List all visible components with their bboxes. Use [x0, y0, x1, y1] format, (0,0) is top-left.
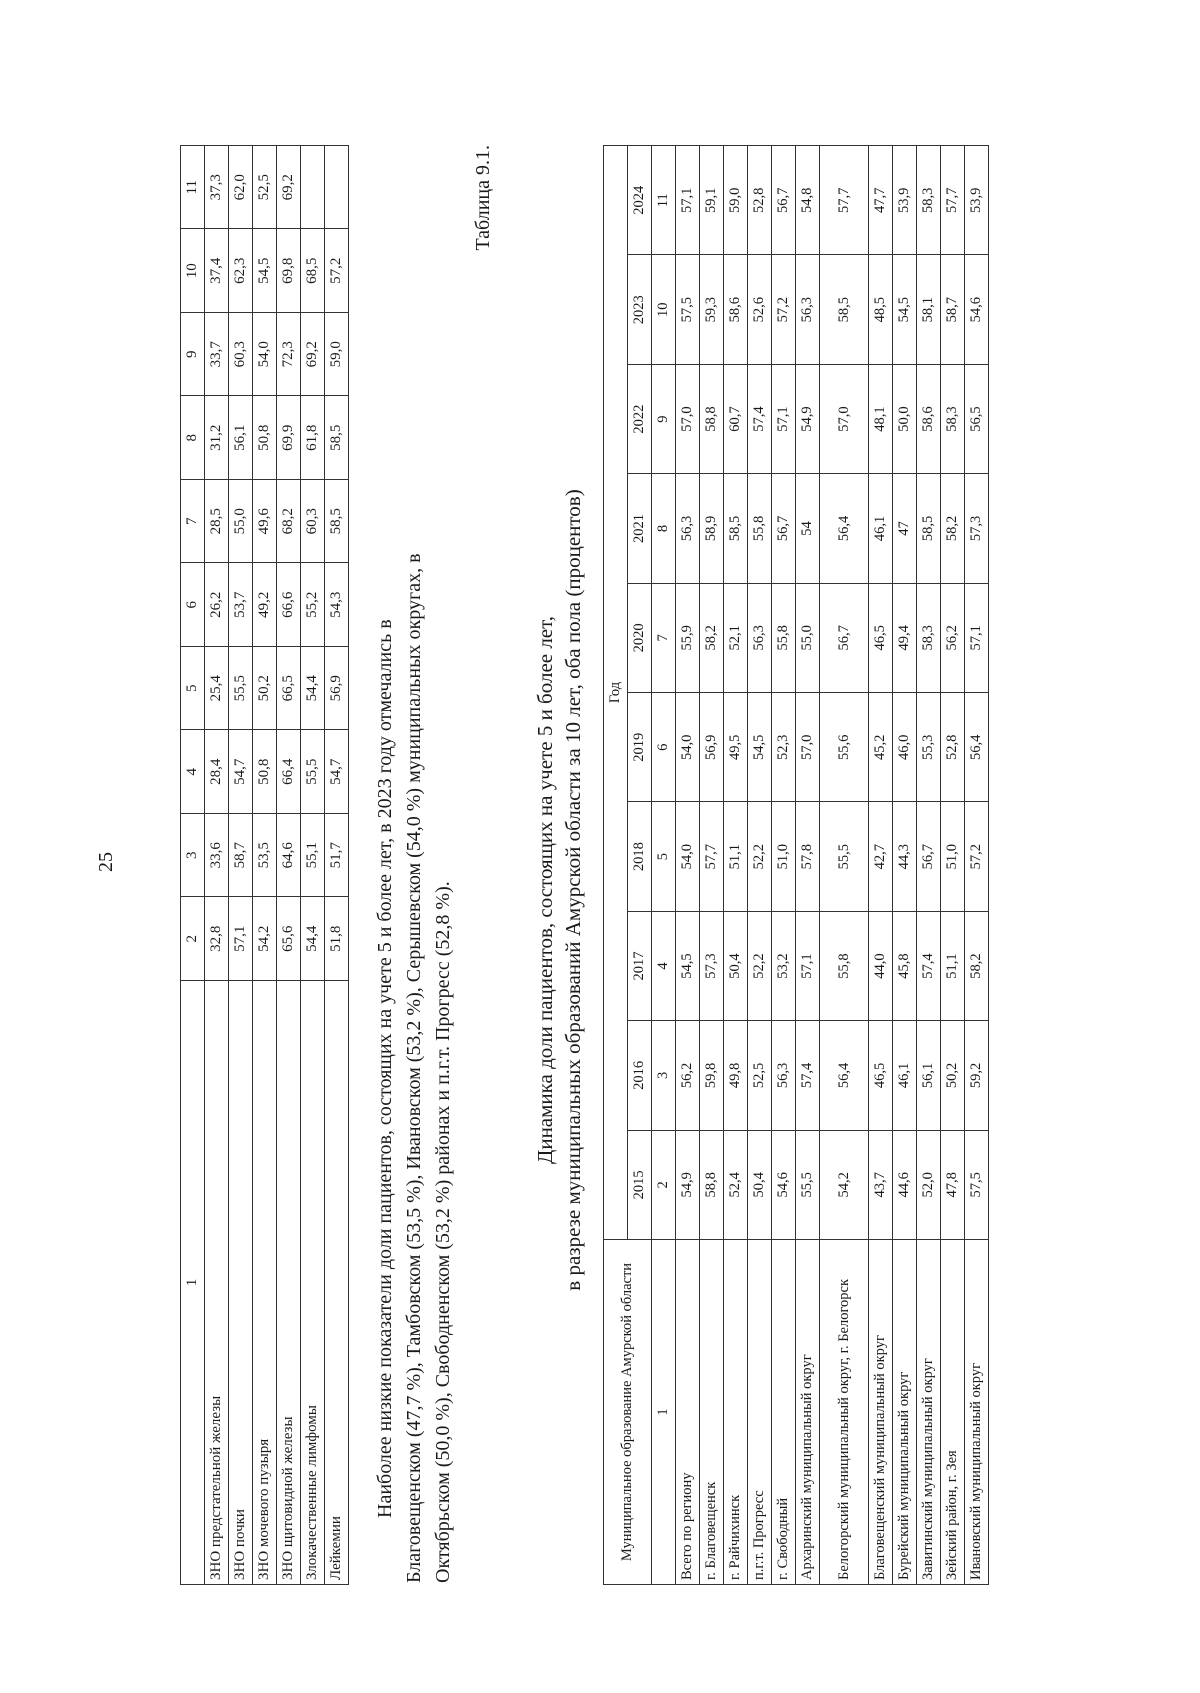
table-cell: 50,4 [748, 1130, 772, 1239]
table-cell: 45,8 [893, 911, 917, 1020]
table-cell: 58,9 [700, 474, 724, 583]
table-cell: 53,9 [893, 146, 917, 255]
table-cell: 57,7 [700, 802, 724, 911]
table-row [941, 146, 965, 1585]
column-number: 7 [181, 480, 205, 564]
table-cell: 56,3 [748, 583, 772, 692]
summary-paragraph [371, 138, 458, 1583]
row-label: Ивановский муниципальный округ [965, 1240, 989, 1585]
year-header: 2015 [628, 1130, 652, 1239]
table-cell: 58,6 [917, 364, 941, 473]
table-cell: 56,7 [820, 583, 869, 692]
table-cell: 49,2 [253, 563, 277, 647]
table-cell: 46,0 [893, 693, 917, 802]
table-cell: 59,2 [965, 1021, 989, 1130]
column-number: 5 [181, 647, 205, 731]
table-row [965, 146, 989, 1585]
table-cell: 56,3 [796, 255, 820, 364]
table-cell: 54,5 [893, 255, 917, 364]
row-label: г. Свободный [772, 1240, 796, 1585]
table-cell: 57,7 [820, 146, 869, 255]
table-cell: 68,2 [277, 480, 301, 564]
table-cell: 56,3 [676, 474, 700, 583]
table-cell: 57,5 [676, 255, 700, 364]
table-cell: 58,3 [917, 146, 941, 255]
table-cell: 57,3 [700, 911, 724, 1020]
table-cell: 54,6 [772, 1130, 796, 1239]
table-row [893, 146, 917, 1585]
table-cell: 58,8 [700, 1130, 724, 1239]
table-cell: 57,0 [796, 693, 820, 802]
table-cell: 57,0 [676, 364, 700, 473]
table-cell: 54,0 [676, 802, 700, 911]
table-cell: 46,5 [869, 583, 893, 692]
year-header: 2017 [628, 911, 652, 1020]
table-row [748, 146, 772, 1585]
table-cell: 46,5 [869, 1021, 893, 1130]
table-cell: 52,3 [772, 693, 796, 802]
row-label: г. Райчихинск [724, 1240, 748, 1585]
table-cell: 58,3 [917, 583, 941, 692]
table-cell: 54,5 [748, 693, 772, 802]
table-cell: 52,1 [724, 583, 748, 692]
table-cell: 56,4 [820, 1021, 869, 1130]
row-label: ЗНО щитовидной железы [277, 981, 301, 1585]
header-year: Год [604, 146, 628, 1240]
column-number: 3 [181, 814, 205, 898]
table-cell: 26,2 [205, 563, 229, 647]
table-row [676, 146, 700, 1585]
table-cell: 56,3 [772, 1021, 796, 1130]
table-cell: 56,2 [941, 583, 965, 692]
table-cell: 56,7 [772, 146, 796, 255]
table-cell: 66,5 [277, 647, 301, 731]
table-cell: 50,2 [941, 1021, 965, 1130]
table-cell: 50,2 [253, 647, 277, 731]
row-label: п.г.т. Прогресс [748, 1240, 772, 1585]
table-cell: 55,5 [820, 802, 869, 911]
municipalities-table-body [604, 146, 989, 1585]
column-number: 11 [181, 146, 205, 230]
table-cell: 52,6 [748, 255, 772, 364]
table-cell: 56,4 [965, 693, 989, 802]
table-row [277, 146, 301, 1585]
column-number: 5 [652, 802, 676, 911]
table-cell: 54,5 [253, 229, 277, 313]
table-cell: 58,8 [700, 364, 724, 473]
column-number: 2 [181, 897, 205, 981]
rotated-page-content [145, 140, 989, 1640]
table-cell: 54,6 [965, 255, 989, 364]
table-cell: 45,2 [869, 693, 893, 802]
column-number: 6 [652, 693, 676, 802]
table-cell: 57,1 [796, 911, 820, 1020]
table-cell: 52,2 [748, 911, 772, 1020]
year-header: 2024 [628, 146, 652, 255]
table-cell: 55,0 [229, 480, 253, 564]
table-cell: 44,3 [893, 802, 917, 911]
table-cell: 51,1 [724, 802, 748, 911]
column-number: 7 [652, 583, 676, 692]
table-cell: 37,4 [205, 229, 229, 313]
row-label: Лейкемии [325, 981, 349, 1585]
table-cell: 52,0 [917, 1130, 941, 1239]
row-label: Завитинский муниципальный округ [917, 1240, 941, 1585]
table-cell: 37,3 [205, 146, 229, 230]
table-cell: 72,3 [277, 313, 301, 397]
table-cell: 58,5 [325, 480, 349, 564]
table-cell: 57,2 [325, 229, 349, 313]
column-number: 9 [181, 313, 205, 397]
table-cell: 59,0 [724, 146, 748, 255]
table-row [869, 146, 893, 1585]
table-header-numbers [181, 146, 205, 1585]
table-cell: 47 [893, 474, 917, 583]
table-cell: 50,0 [893, 364, 917, 473]
year-header: 2020 [628, 583, 652, 692]
table-cell: 57,2 [772, 255, 796, 364]
table-cell: 61,8 [301, 396, 325, 480]
column-number: 4 [652, 911, 676, 1020]
table-cell: 56,1 [229, 396, 253, 480]
table-cell: 60,7 [724, 364, 748, 473]
year-header: 2023 [628, 255, 652, 364]
table-cell: 52,5 [748, 1021, 772, 1130]
table-cell: 57,0 [820, 364, 869, 473]
table-cell: 47,7 [869, 146, 893, 255]
table-cell: 28,4 [205, 730, 229, 814]
table-cell: 56,9 [325, 647, 349, 731]
table-cell: 69,9 [277, 396, 301, 480]
column-number: 9 [652, 364, 676, 473]
table-cell: 54,0 [676, 693, 700, 802]
table-row [724, 146, 748, 1585]
row-label: Благовещенский муниципальный округ [869, 1240, 893, 1585]
cancer-sites-table-body [181, 146, 349, 1585]
table-cell: 50,8 [253, 730, 277, 814]
column-number: 1 [652, 1240, 676, 1585]
row-label: Архаринский муниципальный округ [796, 1240, 820, 1585]
table-cell: 51,1 [941, 911, 965, 1020]
row-label: ЗНО мочевого пузыря [253, 981, 277, 1585]
table-cell: 56,4 [820, 474, 869, 583]
table-cell: 58,1 [917, 255, 941, 364]
year-header: 2022 [628, 364, 652, 473]
table-cell: 58,7 [229, 814, 253, 898]
table-cell [325, 146, 349, 230]
column-number: 8 [181, 396, 205, 480]
table-cell: 31,2 [205, 396, 229, 480]
row-label: Белогорский муниципальный округ, г. Белогорск [820, 1240, 869, 1585]
table-cell: 50,8 [253, 396, 277, 480]
table-cell: 51,0 [772, 802, 796, 911]
table-cell: 64,6 [277, 814, 301, 898]
table-cell: 58,5 [724, 474, 748, 583]
table-cell: 54 [796, 474, 820, 583]
table-cell: 55,8 [820, 911, 869, 1020]
table-cell: 55,8 [748, 474, 772, 583]
table-cell: 54,2 [820, 1130, 869, 1239]
table-cell: 58,6 [724, 255, 748, 364]
table-cell: 57,2 [965, 802, 989, 911]
table-cell: 56,5 [965, 364, 989, 473]
table-cell: 54,3 [325, 563, 349, 647]
table-cell: 55,5 [229, 647, 253, 731]
year-header: 2021 [628, 474, 652, 583]
table-row [253, 146, 277, 1585]
table-cell: 54,9 [796, 364, 820, 473]
table-cell: 58,5 [820, 255, 869, 364]
row-label: Бурейский муниципальный округ [893, 1240, 917, 1585]
table-cell: 43,7 [869, 1130, 893, 1239]
table-cell: 57,1 [229, 897, 253, 981]
table-cell: 62,3 [229, 229, 253, 313]
table-cell: 56,1 [917, 1021, 941, 1130]
table-cell: 55,1 [301, 814, 325, 898]
table-cell: 59,0 [325, 313, 349, 397]
table-row [772, 146, 796, 1585]
table-cell: 57,1 [676, 146, 700, 255]
table-cell: 54,7 [229, 730, 253, 814]
row-label: Зейский район, г. Зея [941, 1240, 965, 1585]
table-cell: 54,5 [676, 911, 700, 1020]
header-row-top [604, 146, 628, 1585]
column-number: 4 [181, 730, 205, 814]
table-cell: 52,8 [748, 146, 772, 255]
table-cell: 66,6 [277, 563, 301, 647]
table-cell: 55,6 [820, 693, 869, 802]
header-numbers-row [652, 146, 676, 1585]
table-title-line-1: Динамика доли пациентов, состоящих на учете 5 и более лет, [533, 616, 557, 1164]
table-cell: 52,4 [724, 1130, 748, 1239]
table-cell: 51,0 [941, 802, 965, 911]
table-cell: 54,4 [301, 647, 325, 731]
table-caption: Таблица 9.1. [472, 145, 494, 251]
table-cell: 59,1 [700, 146, 724, 255]
table-cell: 57,8 [796, 802, 820, 911]
table-cell: 55,5 [301, 730, 325, 814]
paragraph-line-2: Благовещенском (47,7 %), Тамбовском (53,5 %), Ивановском (53,2 %), Серышевском (54,0 %) муниципальных округах, в [403, 553, 425, 1583]
table-row [796, 146, 820, 1585]
table-cell: 51,7 [325, 814, 349, 898]
table-cell: 33,6 [205, 814, 229, 898]
table-cell: 46,1 [869, 474, 893, 583]
column-number: 10 [652, 255, 676, 364]
column-number: 3 [652, 1021, 676, 1130]
table-cell: 60,3 [229, 313, 253, 397]
table-cell: 65,6 [277, 897, 301, 981]
table-cell: 55,5 [796, 1130, 820, 1239]
column-number: 1 [181, 981, 205, 1585]
table-cell: 58,5 [917, 474, 941, 583]
paragraph-line-3: Октябрьском (50,0 %), Свободненском (53,2 %) районах и п.г.т. Прогресс (52,8 %). [432, 881, 454, 1583]
table-cell: 28,5 [205, 480, 229, 564]
year-header: 2016 [628, 1021, 652, 1130]
row-label: Злокачественные лимфомы [301, 981, 325, 1585]
table-cell: 57,7 [941, 146, 965, 255]
table-cell: 49,5 [724, 693, 748, 802]
table-row [205, 146, 229, 1585]
table-cell: 62,0 [229, 146, 253, 230]
year-header: 2019 [628, 693, 652, 802]
table-cell: 42,7 [869, 802, 893, 911]
table-row [700, 146, 724, 1585]
table-row [325, 146, 349, 1585]
table-cell: 33,7 [205, 313, 229, 397]
table-cell: 49,8 [724, 1021, 748, 1130]
table-cell: 56,7 [917, 802, 941, 911]
table-cell: 48,5 [869, 255, 893, 364]
table-cell: 52,8 [941, 693, 965, 802]
table-row [301, 146, 325, 1585]
table-cell: 54,0 [253, 313, 277, 397]
table-row [917, 146, 941, 1585]
table-cell: 57,5 [965, 1130, 989, 1239]
table-cell: 58,2 [941, 474, 965, 583]
table-cell: 55,2 [301, 563, 325, 647]
table-cell: 55,3 [917, 693, 941, 802]
table-cell: 53,9 [965, 146, 989, 255]
row-label: г. Благовещенск [700, 1240, 724, 1585]
table-cell: 52,2 [748, 802, 772, 911]
table-cell: 48,1 [869, 364, 893, 473]
cancer-sites-table [180, 145, 349, 1585]
municipalities-table [603, 145, 989, 1585]
row-label: ЗНО предстательной железы [205, 981, 229, 1585]
table-cell: 68,5 [301, 229, 325, 313]
column-number: 2 [652, 1130, 676, 1239]
table-cell: 52,5 [253, 146, 277, 230]
page-number: 25 [95, 852, 117, 872]
header-municipality: Муниципальное образование Амурской области [604, 1240, 652, 1585]
table-cell: 55,9 [676, 583, 700, 692]
table-cell: 57,1 [965, 583, 989, 692]
table-cell: 56,7 [772, 474, 796, 583]
table-cell: 32,8 [205, 897, 229, 981]
table-cell: 55,8 [772, 583, 796, 692]
table-cell: 46,1 [893, 1021, 917, 1130]
table-cell [301, 146, 325, 230]
table-cell: 56,9 [700, 693, 724, 802]
table-cell: 58,3 [941, 364, 965, 473]
table-cell: 60,3 [301, 480, 325, 564]
year-header: 2018 [628, 802, 652, 911]
table-cell: 58,5 [325, 396, 349, 480]
table-cell: 58,2 [700, 583, 724, 692]
table-cell: 57,4 [917, 911, 941, 1020]
table-cell: 44,6 [893, 1130, 917, 1239]
table-cell: 56,2 [676, 1021, 700, 1130]
table-cell: 54,9 [676, 1130, 700, 1239]
table-cell: 44,0 [869, 911, 893, 1020]
paragraph-line-1: Наиболее низкие показатели доли пациентов, состоящих на учете 5 и более лет, в 2023 году отмечались в [374, 619, 396, 1518]
table-cell: 54,8 [796, 146, 820, 255]
table-cell: 51,8 [325, 897, 349, 981]
table-cell: 57,1 [772, 364, 796, 473]
row-label: ЗНО почки [229, 981, 253, 1585]
table-title-line-2: в разрезе муниципальных образований Амурской области за 10 лет, оба пола (процентов) [561, 489, 585, 1291]
table-row [820, 146, 869, 1585]
table-cell: 53,7 [229, 563, 253, 647]
table-cell: 53,2 [772, 911, 796, 1020]
table-cell: 59,3 [700, 255, 724, 364]
table-cell: 59,8 [700, 1021, 724, 1130]
table-cell: 69,8 [277, 229, 301, 313]
table-cell: 53,5 [253, 814, 277, 898]
table-cell: 25,4 [205, 647, 229, 731]
table-cell: 69,2 [301, 313, 325, 397]
table-cell: 49,4 [893, 583, 917, 692]
table-cell: 54,7 [325, 730, 349, 814]
table-cell: 55,0 [796, 583, 820, 692]
table-cell: 57,3 [965, 474, 989, 583]
column-number: 11 [652, 146, 676, 255]
table-cell: 58,2 [965, 911, 989, 1020]
table-row [229, 146, 253, 1585]
table-title [531, 140, 587, 1640]
table-cell: 57,4 [748, 364, 772, 473]
table-cell: 66,4 [277, 730, 301, 814]
table-cell: 58,7 [941, 255, 965, 364]
table-cell: 54,4 [301, 897, 325, 981]
table-cell: 49,6 [253, 480, 277, 564]
table-cell: 50,4 [724, 911, 748, 1020]
column-number: 8 [652, 474, 676, 583]
table-cell: 57,4 [796, 1021, 820, 1130]
row-label: Всего по региону [676, 1240, 700, 1585]
table-cell: 47,8 [941, 1130, 965, 1239]
column-number: 10 [181, 229, 205, 313]
table-cell: 54,2 [253, 897, 277, 981]
column-number: 6 [181, 563, 205, 647]
table-cell: 69,2 [277, 146, 301, 230]
